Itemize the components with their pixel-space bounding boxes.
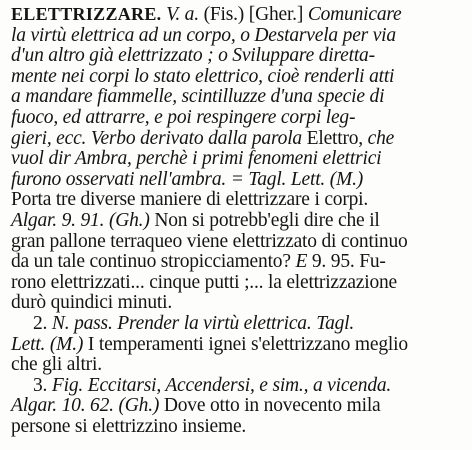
- entry-text: (Fis.) [Gher.]: [198, 4, 308, 25]
- entry-text: V. a.: [161, 4, 199, 25]
- entry-line: [11, 168, 363, 191]
- entry-text: durò quindici minuti.: [11, 292, 172, 314]
- entry-text: Comunicare: [307, 4, 402, 25]
- entry-text: rono elettrizzati... cinque putti ;... la elettrizzazione: [11, 271, 398, 293]
- entry-line: [11, 250, 386, 273]
- entry-text: I temperamenti ignei s'elettrizzano meglio: [83, 333, 408, 355]
- entry-text: Elettro,: [306, 127, 363, 149]
- entry-text: la virtù elettrica ad un corpo, o Destarvela per via: [11, 24, 396, 46]
- entry-line: [11, 230, 408, 253]
- entry-line: [11, 271, 397, 294]
- entry-line: [11, 353, 102, 376]
- entry-text: mente nei corpi lo stato elettrico, cioè renderli atti: [11, 65, 395, 87]
- entry-line: [11, 3, 402, 26]
- entry-line: [11, 44, 375, 67]
- entry-line: [11, 394, 381, 417]
- entry-text: N. pass. Prender la virtù elettrica. Tagl.: [51, 313, 355, 334]
- entry-line: [33, 374, 391, 397]
- entry-line: [11, 415, 246, 438]
- entry-line: [11, 291, 172, 314]
- entry-text: a mandare fiammelle, scintilluzze d'una specie di: [11, 86, 385, 108]
- entry-line: [11, 24, 396, 47]
- entry-text: Non si potrebb'egli dire che il: [149, 210, 380, 231]
- entry-text: furono osservati nell'ambra. = Tagl. Lett. (M.): [11, 168, 364, 190]
- entry-line: [11, 106, 355, 129]
- headword: ELETTRIZZARE.: [11, 4, 162, 24]
- entry-text: Algar. 9. 91. (Gh.): [11, 210, 150, 231]
- entry-line: [11, 209, 380, 232]
- entry-line: [33, 312, 354, 335]
- entry-text: che gli altri.: [11, 354, 102, 376]
- entry-text: Fig. Eccitarsi, Accendersi, e sim., a vicenda.: [51, 374, 392, 396]
- entry-text: persone si elettrizzino insieme.: [11, 416, 247, 437]
- entry-text: fuoco, ed attrarre, e poi respingere corpi leg-: [11, 107, 356, 128]
- entry-text: Porta tre diverse maniere di elettrizzare i corpi.: [11, 189, 369, 211]
- entry-text: E: [295, 251, 308, 273]
- entry-text: che: [362, 127, 395, 149]
- entry-text: 2.: [33, 313, 52, 334]
- entry-text: Lett. (M.): [11, 333, 84, 355]
- entry-text: Dove otto in novecento mila: [159, 395, 381, 417]
- entry-line: [11, 65, 394, 88]
- entry-text: 3.: [33, 374, 52, 396]
- entry-line: [11, 127, 394, 150]
- entry-text: vuol dir Ambra, perchè i primi fenomeni elettrici: [11, 148, 382, 170]
- entry-text: gran pallone terraqueo viene elettrizzato di continuo: [11, 230, 408, 252]
- entry-line: [11, 147, 381, 170]
- entry-text: Algar. 10. 62. (Gh.): [11, 395, 160, 417]
- entry-line: [11, 85, 384, 108]
- entry-line: [11, 188, 368, 211]
- entry-line: [11, 333, 408, 356]
- entry-text: 9. 95. Fu-: [307, 251, 386, 273]
- entry-text: d'un altro già elettrizzato ; o Sviluppare direttа-: [11, 45, 375, 67]
- entry-text: da un tale continuo stropicciamento?: [11, 251, 296, 273]
- entry-text: gieri, ecc. Verbo derivato dalla parola: [11, 127, 307, 149]
